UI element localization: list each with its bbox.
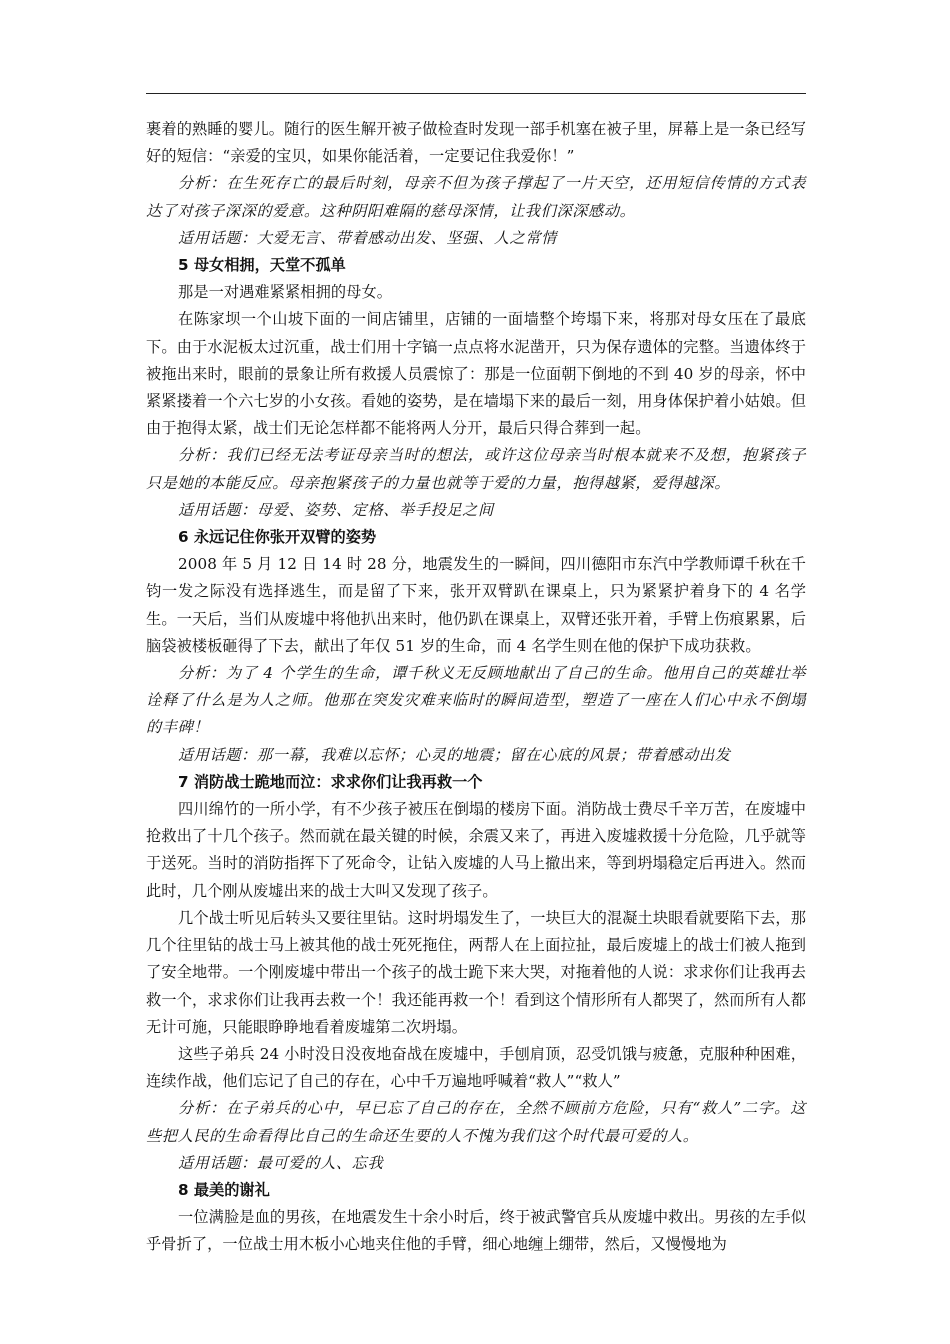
- section-heading: 7 消防战士跪地而泣：求求你们让我再救一个: [178, 772, 483, 791]
- paragraph: 四川绵竹的一所小学，有不少孩子被压在倒塌的楼房下面。消防战士费尽千辛万苦，在废墟中抢救出了十几个孩子。然而就在最关键的时候，余震又来了，再进入废墟救援十分危险，几乎就等于送死。当时的消防指挥下了死命令，让钻入废墟的人马上撤出来，等到坍塌稳定后再进入。然而此时，几个刚从废墟出来的战士大叫又发现了孩子。: [146, 800, 806, 900]
- section-heading: 6 永远记住你张开双臂的姿势: [178, 528, 377, 547]
- topics-line: 适用话题：大爱无言、带着感动出发、坚强、人之常情: [178, 228, 557, 247]
- paragraph: 一位满脸是血的男孩，在地震发生十余小时后，终于被武警官兵从废墟中救出。男孩的左手似乎骨折了，一位战士用木板小心地夹住他的手臂，细心地缠上绷带，然后，又慢慢地为: [146, 1208, 806, 1254]
- topics-line: 适用话题：那一幕，我难以忘怀；心灵的地震；留在心底的风景；带着感动出发: [178, 745, 731, 764]
- section-heading: 5 母女相拥，天堂不孤单: [178, 256, 346, 275]
- header-rule: [146, 93, 806, 94]
- topics-line: 适用话题：最可爱的人、忘我: [178, 1153, 384, 1172]
- topics-line: 适用话题：母爱、姿势、定格、举手投足之间: [178, 500, 494, 519]
- paragraph: 那是一对遇难紧紧相拥的母女。: [178, 283, 393, 302]
- analysis-paragraph: 分析：在生死存亡的最后时刻，母亲不但为孩子撑起了一片天空，还用短信传情的方式表达了对孩子深深的爱意。这种阴阳难隔的慈母深情，让我们深深感动。: [146, 174, 806, 220]
- analysis-paragraph: 分析：我们已经无法考证母亲当时的想法，或许这位母亲当时根本就来不及想，抱紧孩子只是她的本能反应。母亲抱紧孩子的力量也就等于爱的力量，抱得越紧，爱得越深。: [146, 446, 806, 492]
- section-heading: 8 最美的谢礼: [178, 1180, 270, 1199]
- document-body: [146, 116, 806, 1259]
- analysis-paragraph: 分析：为了 4 个学生的生命，谭千秋义无反顾地献出了自己的生命。他用自己的英雄壮举诠释了什么是为人之师。他那在突发灾难来临时的瞬间造型，塑造了一座在人们心中永不倒塌的丰碑！: [146, 664, 806, 737]
- analysis-paragraph: 分析：在子弟兵的心中，早已忘了自己的存在，全然不顾前方危险，只有“救人”二字。这些把人民的生命看得比自己的生命还生要的人不愧为我们这个时代最可爱的人。: [146, 1099, 806, 1145]
- paragraph: 这些子弟兵 24 小时没日没夜地奋战在废墟中，手刨肩顶，忍受饥饿与疲惫，克服种种困难，连续作战，他们忘记了自己的存在，心中千万遍地呼喊着“救人”“救人”: [146, 1044, 806, 1091]
- paragraph: 在陈家坝一个山坡下面的一间店铺里，店铺的一面墙整个垮塌下来，将那对母女压在了最底下。由于水泥板太过沉重，战士们用十字镐一点点将水泥凿开，只为保存遗体的完整。当遗体终于被拖出来时，眼前的景象让所有救援人员震惊了：那是一位面朝下倒地的不到 40 岁的母亲，怀中紧紧搂着一个六七岁的小女孩。看她的姿势，是在墙塌下来的最后一刻，用身体保护着小姑娘。但由于抱得太紧，战士们无论怎样都不能将两人分开，最后只得合葬到一起。: [146, 310, 806, 438]
- paragraph: 裹着的熟睡的婴儿。随行的医生解开被子做检查时发现一部手机塞在被子里，屏幕上是一条已经写好的短信：“亲爱的宝贝，如果你能活着，一定要记住我爱你！”: [146, 120, 806, 166]
- paragraph: 2008 年 5 月 12 日 14 时 28 分，地震发生的一瞬间，四川德阳市东汽中学教师谭千秋在千钧一发之际没有选择逃生，而是留了下来，张开双臂趴在课桌上，只为紧紧护着身下的 4 名学生。一天后，当们从废墟中将他扒出来时，他仍趴在课桌上，双臂还张开着，手臂上伤痕累累，后脑袋被楼板砸得了下去，献出了年仅 51 岁的生命，而 4 名学生则在他的保护下成功获救。: [146, 555, 806, 655]
- paragraph: 几个战士听见后转头又要往里钻。这时坍塌发生了，一块巨大的混凝土块眼看就要陷下去，那几个往里钻的战士马上被其他的战士死死拖住，两帮人在上面拉扯，最后废墟上的战士们被人拖到了安全地带。一个刚废墟中带出一个孩子的战士跪下来大哭，对拖着他的人说：求求你们让我再去救一个，求求你们让我再去救一个！我还能再救一个！看到这个情形所有人都哭了，然而所有人都无计可施，只能眼睁睁地看着废墟第二次坍塌。: [146, 908, 806, 1036]
